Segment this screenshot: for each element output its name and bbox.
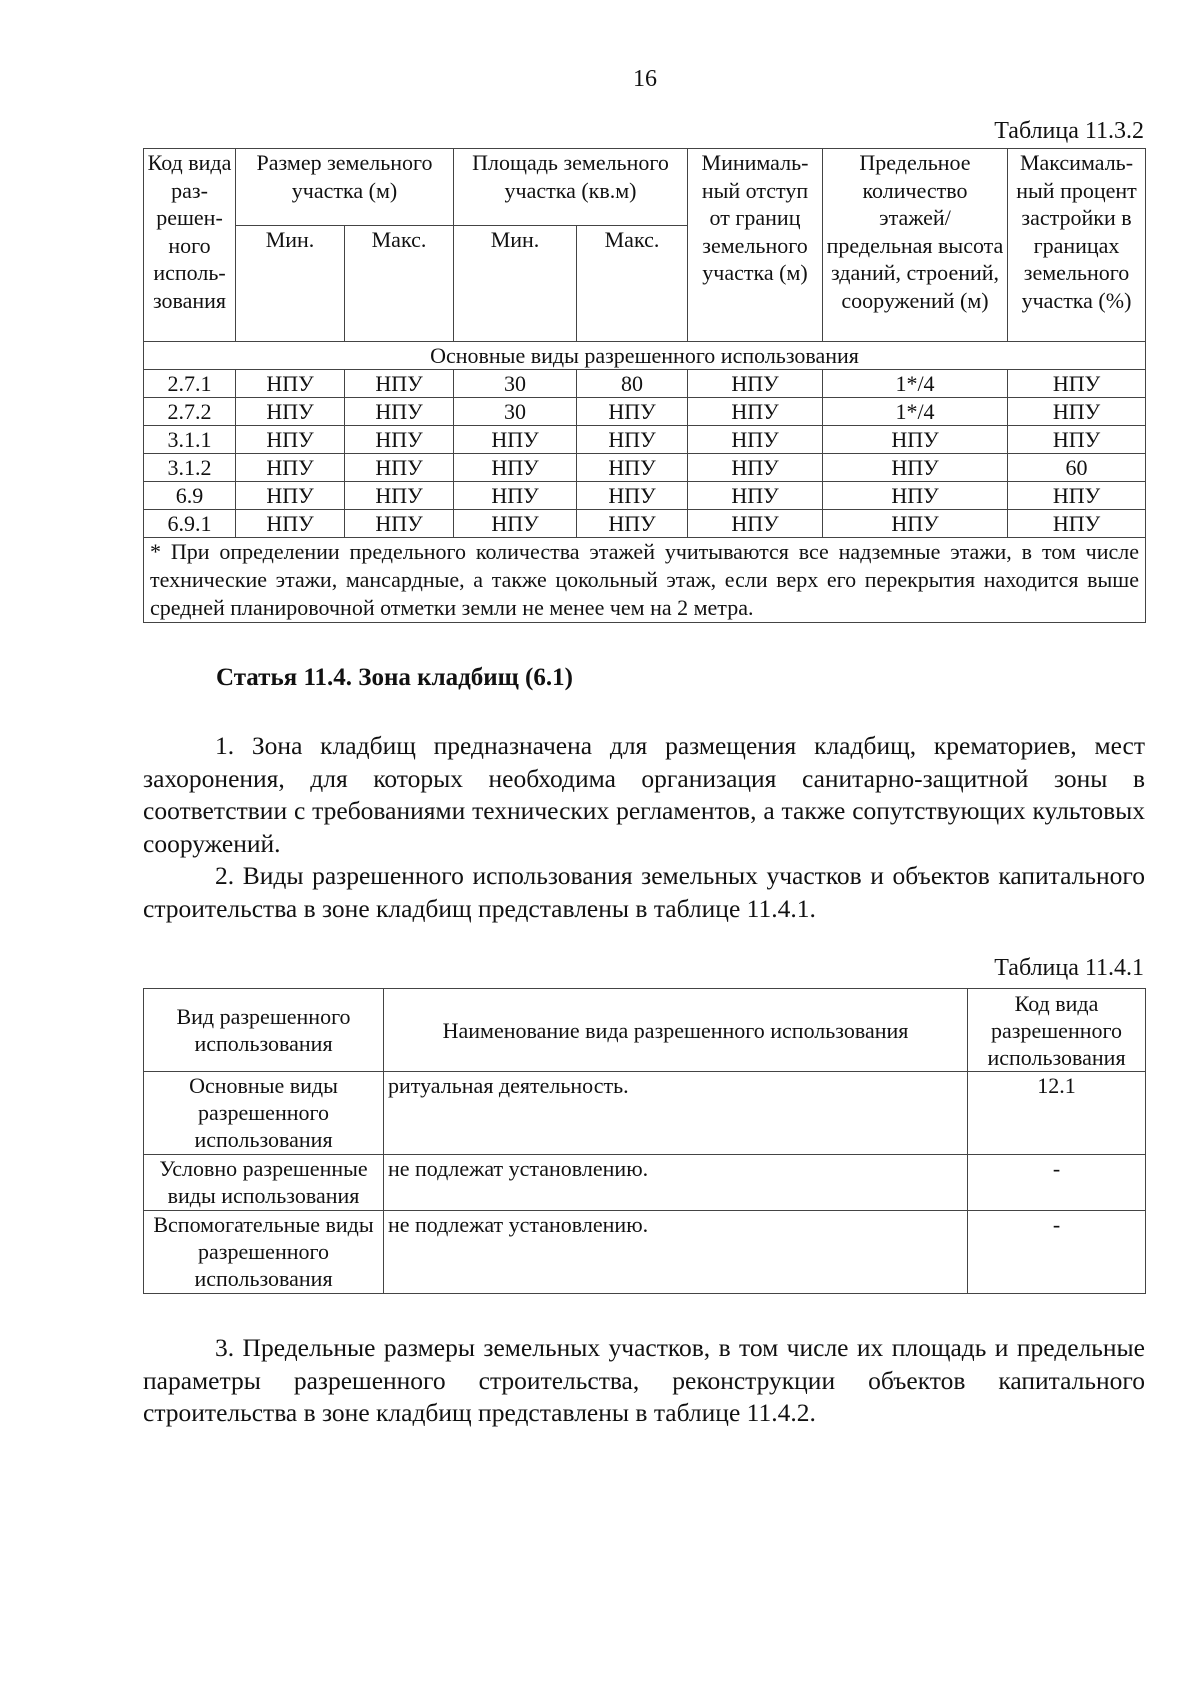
paragraph-1: 1. Зона кладбищ предназначена для размещения кладбищ, крематориев, мест захоронения, для которых необходима организация санитарно-защитной зоны в соответствии с требованиями технических регламентов, а также сопутствующих культовых сооружений. bbox=[143, 731, 1145, 858]
section-title: Основные виды разрешенного использования bbox=[144, 342, 1146, 370]
table-row bbox=[144, 398, 1146, 426]
cell: НПУ bbox=[454, 426, 577, 454]
cell: 6.9.1 bbox=[144, 510, 236, 538]
header-name: Наименование вида разрешенного использования bbox=[384, 989, 968, 1072]
cell: НПУ bbox=[577, 398, 688, 426]
header-area-min: Мин. bbox=[454, 226, 577, 342]
header-size: Размер земельного участка (м) bbox=[236, 149, 454, 226]
cell: НПУ bbox=[454, 482, 577, 510]
cell: НПУ bbox=[823, 510, 1008, 538]
cell: НПУ bbox=[454, 454, 577, 482]
header-size-max: Макс. bbox=[345, 226, 454, 342]
cell: НПУ bbox=[823, 454, 1008, 482]
table-footnote: * При определении предельного количества этажей учитываются все надземные этажи, в том числе технические этажи, мансардные, а также цокольный этаж, если верх его перекрытия находится выше средней планировочной отметки земли не менее чем на 2 метра. bbox=[144, 538, 1146, 623]
table-11-3-2 bbox=[143, 148, 1146, 623]
cell: НПУ bbox=[345, 510, 454, 538]
cell: НПУ bbox=[577, 426, 688, 454]
paragraph-3: 3. Предельные размеры земельных участков, в том числе их площадь и предельные параметры разрешенного строительства, реконструкции объектов капитального строительства в зоне кладбищ представлены в таблице 11.4.2. bbox=[143, 1333, 1145, 1427]
cell: НПУ bbox=[345, 482, 454, 510]
cell: 2.7.1 bbox=[144, 370, 236, 398]
cell-type: Вспомогательные виды разрешенного использования bbox=[144, 1211, 384, 1294]
cell: НПУ bbox=[236, 426, 345, 454]
cell: НПУ bbox=[823, 426, 1008, 454]
cell: НПУ bbox=[688, 398, 823, 426]
cell: НПУ bbox=[577, 482, 688, 510]
cell-type: Основные виды разрешенного использования bbox=[144, 1072, 384, 1155]
cell: НПУ bbox=[345, 454, 454, 482]
header-size-min: Мин. bbox=[236, 226, 345, 342]
cell: НПУ bbox=[1008, 426, 1146, 454]
paragraph-2: 2. Виды разрешенного использования земельных участков и объектов капитального строительства в зоне кладбищ представлены в таблице 11.4.1. bbox=[143, 861, 1145, 923]
cell: НПУ bbox=[823, 482, 1008, 510]
cell: НПУ bbox=[1008, 510, 1146, 538]
cell-code: - bbox=[968, 1155, 1146, 1211]
cell: 3.1.2 bbox=[144, 454, 236, 482]
table-caption-11-3-2: Таблица 11.3.2 bbox=[994, 118, 1144, 144]
cell: НПУ bbox=[1008, 398, 1146, 426]
header-setback: Минималь-ный отступ от границ земельного участка (м) bbox=[688, 149, 823, 342]
cell: 2.7.2 bbox=[144, 398, 236, 426]
cell: 1*/4 bbox=[823, 370, 1008, 398]
cell: НПУ bbox=[688, 510, 823, 538]
cell: НПУ bbox=[236, 370, 345, 398]
cell-type: Условно разрешенные виды использования bbox=[144, 1155, 384, 1211]
table-row bbox=[144, 454, 1146, 482]
cell: НПУ bbox=[688, 482, 823, 510]
cell-code: - bbox=[968, 1211, 1146, 1294]
cell: 80 bbox=[577, 370, 688, 398]
cell: НПУ bbox=[577, 454, 688, 482]
cell-code: 12.1 bbox=[968, 1072, 1146, 1155]
cell: НПУ bbox=[688, 426, 823, 454]
table-row bbox=[144, 426, 1146, 454]
header-area-max: Макс. bbox=[577, 226, 688, 342]
cell: 6.9 bbox=[144, 482, 236, 510]
cell: НПУ bbox=[345, 398, 454, 426]
header-floors: Предельное количество этажей/ предельная высота зданий, строений, сооружений (м) bbox=[823, 149, 1008, 342]
cell: НПУ bbox=[345, 370, 454, 398]
header-code: Код вида раз-решен-ного исполь-зования bbox=[144, 149, 236, 342]
cell-name: не подлежат установлению. bbox=[384, 1155, 968, 1211]
cell: НПУ bbox=[345, 426, 454, 454]
cell: НПУ bbox=[1008, 370, 1146, 398]
table-row bbox=[144, 1072, 1146, 1155]
cell: 3.1.1 bbox=[144, 426, 236, 454]
table-row bbox=[144, 510, 1146, 538]
cell: НПУ bbox=[236, 482, 345, 510]
header-area: Площадь земельного участка (кв.м) bbox=[454, 149, 688, 226]
cell: 60 bbox=[1008, 454, 1146, 482]
table-11-4-1 bbox=[143, 988, 1146, 1294]
header-type: Вид разрешенного использования bbox=[144, 989, 384, 1072]
header-coverage: Максималь-ный процент застройки в границах земельного участка (%) bbox=[1008, 149, 1146, 342]
table-caption-11-4-1: Таблица 11.4.1 bbox=[994, 955, 1144, 981]
cell-name: не подлежат установлению. bbox=[384, 1211, 968, 1294]
cell: НПУ bbox=[454, 510, 577, 538]
cell: НПУ bbox=[688, 454, 823, 482]
cell-name: ритуальная деятельность. bbox=[384, 1072, 968, 1155]
table-row bbox=[144, 1211, 1146, 1294]
article-heading: Статья 11.4. Зона кладбищ (6.1) bbox=[216, 664, 573, 691]
cell: НПУ bbox=[577, 510, 688, 538]
cell: 1*/4 bbox=[823, 398, 1008, 426]
cell: НПУ bbox=[236, 454, 345, 482]
cell: НПУ bbox=[236, 510, 345, 538]
table-row bbox=[144, 482, 1146, 510]
page-number: 16 bbox=[633, 66, 657, 92]
cell: НПУ bbox=[688, 370, 823, 398]
table-row bbox=[144, 1155, 1146, 1211]
cell: НПУ bbox=[1008, 482, 1146, 510]
cell: НПУ bbox=[236, 398, 345, 426]
table-row bbox=[144, 370, 1146, 398]
header-code: Код вида разрешенного использования bbox=[968, 989, 1146, 1072]
cell: 30 bbox=[454, 398, 577, 426]
cell: 30 bbox=[454, 370, 577, 398]
